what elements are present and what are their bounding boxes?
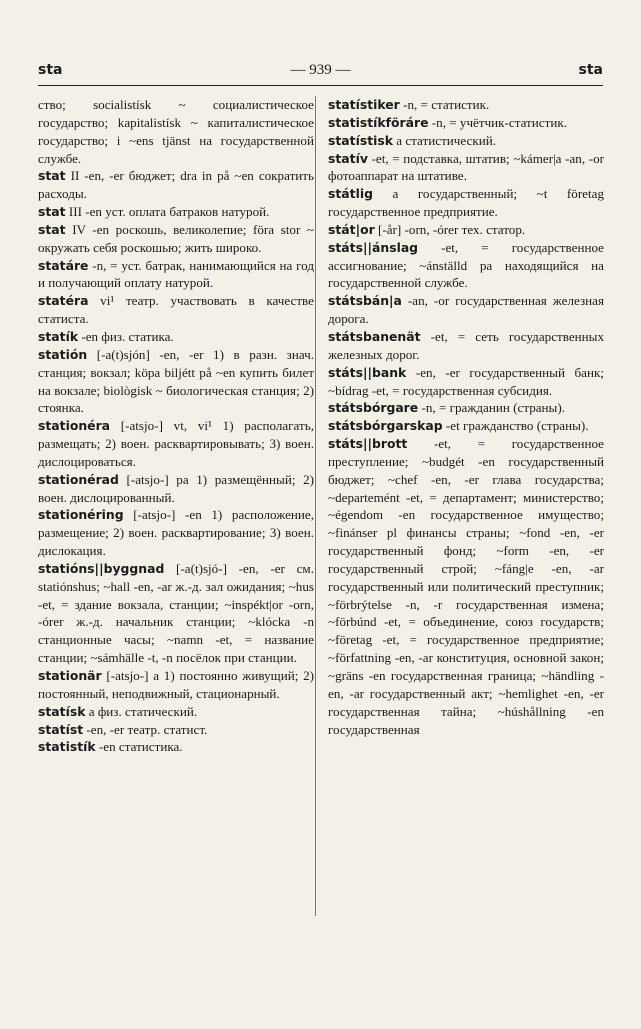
entry-headword: stat [38,204,66,220]
dictionary-entry [38,703,314,721]
entry-definition: [-atsjo-] vt, vi¹ 1) располагать, размещать; 2) воен. расквартировывать; 3) воен. дислоцироваться. [38,418,314,469]
entry-definition: -en, -er государственный банк; ~bídrag -et, = государственная субсидия. [328,364,604,398]
entry-headword: statístiker [328,97,400,112]
entry-definition: ство; socialistísk ~ социалистическое государство; kapitalistísk ~ капиталистическое государство; i ~ens tjänst на государственной службе. [38,97,314,166]
entry-headword: stationär [38,668,102,683]
entry-definition: a государственный; ~t företag государственное предприятие. [328,186,604,220]
header-right-guideword: sta [578,62,603,78]
entry-headword: stát|or [328,221,375,237]
entry-headword: statéra [38,293,89,309]
entry-definition: -en физ. статика. [81,328,174,344]
entry-definition: -en, -er театр. статист. [86,721,208,737]
entry-headword: stationérad [38,471,119,487]
entry-headword: státs||brott [328,436,408,452]
dictionary-entry [38,667,314,703]
entry-definition: a физ. статический. [88,703,198,719]
column-divider [315,96,316,916]
header-left-guideword: sta [38,62,63,78]
entry-headword: státs||bank [328,364,407,380]
entry-headword: stat [38,221,66,237]
entry-headword: státsbán|a [328,293,402,309]
dictionary-entry [38,471,314,507]
dictionary-entry [328,399,604,417]
entry-definition: -an, -or государственная железная дорога. [328,293,604,327]
entry-definition: -et гражданство (страны). [445,418,589,434]
entry-headword: stationéring [38,507,124,523]
entry-headword: statísk [38,703,86,719]
entry-headword: statáre [38,257,89,273]
dictionary-entry [328,114,604,132]
dictionary-entry [328,150,604,186]
entry-definition: a статистический. [396,132,496,148]
entry-definition: [-a(t)sjó-] -en, -er см. statiónshus; ~hall -en, -ar ж.-д. зал ожидания; ~hus -et, = здание вокзала, станции; ~inspékt|or -orn, -órer ж.-д. начальник станции; ~klócka -n станционные часы; ~namn -et, = название станции; ~sámhälle -t, -n посёлок при станции. [38,560,314,666]
entry-definition: III -en уст. оплата батраков натурой. [68,204,270,220]
entry-definition: II -en, -er бюджет; dra in på ~en сократить расходы. [38,168,314,202]
dictionary-entry [328,239,604,293]
entry-headword: statistíkföráre [328,114,429,130]
entry-headword: stat [38,168,66,184]
dictionary-entry [328,328,604,364]
entry-definition: [-år] -orn, -órer тех. статор. [378,221,526,237]
entry-headword: statík [38,328,79,344]
entry-definition: IV -en роскошь, великолепие; föra stor ~ окружать себя роскошью; жить широко. [38,221,314,255]
page-number: — 939 — [290,62,351,78]
entry-definition: -en статистика. [98,739,183,755]
entry-definition: -et, = государственное ассигнование; ~ánställd pa находящийся на государственной службе. [328,239,604,291]
entry-definition: vi¹ театр. участвовать в качестве статиста. [38,293,314,327]
entry-headword: statístisk [328,132,393,148]
dictionary-entry [328,292,604,328]
dictionary-entry [38,417,314,471]
dictionary-entry [38,346,314,417]
dictionary-entry [38,221,314,257]
dictionary-entry [38,292,314,328]
dictionary-entry [328,132,604,150]
dictionary-entry [328,364,604,400]
dictionary-entry [328,96,604,114]
entry-headword: stationéra [38,418,111,434]
entry-headword: státsbórgarskap [328,418,443,434]
dictionary-entry [38,560,314,667]
entry-definition: -et, = сеть государственных железных дорог. [328,328,604,362]
entry-headword: státlig [328,186,373,202]
entry-headword: statión [38,346,88,362]
left-column [38,96,314,756]
entry-definition: [-a(t)sjón] -en, -er 1) в разн. знач. станция; вокзал; köpa biljétt på ~en купить билет на вокзале; biològisk ~ биологическая станция; 2) стоянка. [38,346,314,416]
entry-headword: státsbanenät [328,328,421,344]
entry-headword: statív [328,150,368,166]
dictionary-entry [38,506,314,560]
page-header [38,62,603,82]
entry-headword: statíst [38,721,84,737]
dictionary-entry [38,328,314,346]
entry-definition: [-atsjo-] pa 1) размещённый; 2) воен. дислоцированный. [38,471,314,505]
entry-definition: -n, = гражданин (страны). [421,400,565,416]
entry-definition: -et, = подставка, штатив; ~kámer|a -an, -or фотоаппарат на штативе. [328,150,604,184]
entry-headword: statións||byggnad [38,560,165,576]
dictionary-entry [328,417,604,435]
entry-definition: [-atsjo-] -en 1) расположение, размещение; 2) воен. расквартирование; 3) воен. дислокация. [38,507,314,559]
dictionary-entry [38,738,314,756]
entry-definition: -n, = уст. батрак, нанимающийся на год и получающий оплату натурой. [38,257,314,291]
header-rule [38,85,603,86]
dictionary-entry [38,721,314,739]
entry-headword: státs||ánslag [328,239,419,255]
dictionary-entry [328,185,604,221]
dictionary-entry [38,203,314,221]
entry-headword: statistík [38,739,96,755]
dictionary-entry [38,167,314,203]
entry-definition: -n, = учётчик-статистик. [431,114,567,130]
dictionary-entry [38,96,314,167]
dictionary-entry [38,257,314,293]
right-column [328,96,604,738]
dictionary-entry [328,435,604,738]
entry-headword: státsbórgare [328,400,419,416]
entry-definition: -et, = государственное преступление; ~budgét -en государственный бюджет; ~chef -en, -er глава государства; ~departemént -et, = департамент; министерство; ~égendom -en государственное имущество; ~finánser pl финансы страны; ~fond -en, -er государственный фонд; ~form -en, -er государственный строй; ~fáng|e -en, -ar государственный или политический преступник; ~förbrýtelse -n, -r государственная измена; ~förbúnd -et, = объединение, союз государств; ~företag -et, = государственное предприятие; ~författning -en, -ar конституция, основной закон; ~gräns -en государственная граница; ~händling -en, -ar государственный акт; ~hemlighet -en, -er государственная тайна; ~húshållning -en государственная [328,436,604,737]
entry-definition: -n, = статистик. [403,97,490,112]
dictionary-entry [328,221,604,239]
entry-definition: [-atsjo-] a 1) постоянно живущий; 2) постоянный, неподвижный, стационарный. [38,668,314,701]
